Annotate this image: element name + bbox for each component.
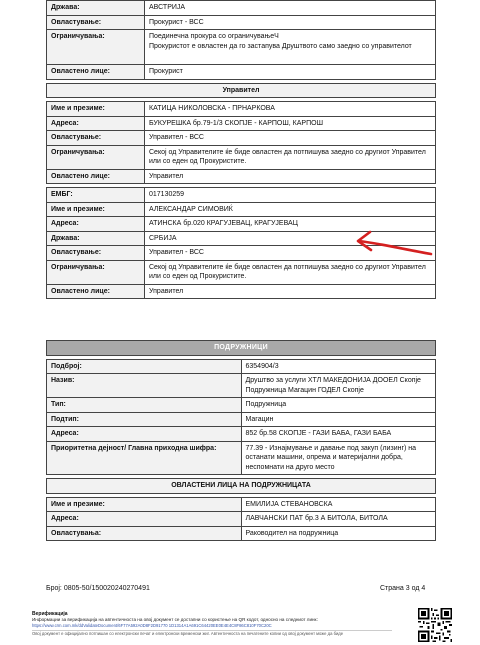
field-value: Управител - ВСС — [145, 246, 436, 261]
table-row — [47, 526, 436, 541]
verification-link[interactable]: https://www.crm.com.mk/ddValidateDocument/6F77A592A0D8F2D91770 1D1314A1A691C64420EE0E4E4C8F86C810F70C20C — [32, 623, 272, 628]
table-row — [47, 131, 436, 146]
table-row — [47, 1, 436, 16]
field-value: КАТИЦА НИКОЛОВСКА - ПРНАРКОВА — [145, 102, 436, 117]
field-value: ЛАВЧАНСКИ ПАТ бр.3 А БИТОЛА, БИТОЛА — [241, 512, 436, 527]
table-row — [47, 441, 436, 475]
qr-code-icon[interactable] — [418, 608, 452, 642]
document-number: Број: 0805-50/150020240270491 — [46, 585, 150, 592]
field-value: Секој од Управителите ќе биде овластен да потпишува заедно со другиот Управител или со еден од Прокуристите. — [145, 260, 436, 284]
page-indicator: Страна 3 од 4 — [380, 585, 426, 592]
managers-section — [47, 79, 436, 299]
field-value: 77.39 - Изнајмување и давање под закуп (лизинг) на останати машини, опрема и материјални добра, неспомнати на друго место — [241, 441, 436, 475]
section-header: Управител — [47, 83, 436, 98]
verification-block — [32, 611, 392, 637]
field-value: Друштво за услуги ХТЛ МАКЕДОНИЈА ДООЕЛ Скопје Подружница Магацин ГОДЕЛ Скопје — [241, 374, 436, 398]
verification-note: Овој документ е официјално потпишан со електронски печат и електронски временски жиг. Автентичноста на печатените копии од овој документ може да биде — [32, 630, 392, 637]
field-label: Овластено лице: — [47, 169, 145, 184]
field-label: Држава: — [47, 231, 145, 246]
top-section — [47, 1, 436, 80]
table-row — [47, 102, 436, 117]
field-value: Прокурист — [145, 65, 436, 80]
field-label: ЕМБГ: — [47, 188, 145, 203]
field-label: Ограничувања: — [47, 145, 145, 169]
field-label: Адреса: — [47, 116, 145, 131]
field-value: Управител - ВСС — [145, 131, 436, 146]
section-header-row — [47, 341, 436, 356]
field-label: Име и презиме: — [47, 202, 145, 217]
field-value: АЛЕКСАНДАР СИМОВИЌ — [145, 202, 436, 217]
field-value: Секој од Управителите ќе биде овластен да потпишува заедно со другиот Управител или со еден од Прокуристите. — [145, 145, 436, 169]
field-label: Ограничувања: — [47, 260, 145, 284]
table-row — [47, 284, 436, 299]
section-header-row — [47, 479, 436, 494]
field-label: Приоритетна дејност/ Главна приходна шифра: — [47, 441, 242, 475]
field-label: Држава: — [47, 1, 145, 16]
table-row — [47, 188, 436, 203]
field-label: Адреса: — [47, 512, 242, 527]
field-label: Подтип: — [47, 412, 242, 427]
table-row — [47, 30, 436, 65]
field-value: 6354904/3 — [241, 359, 436, 374]
field-label: Подброј: — [47, 359, 242, 374]
field-value: Управител — [145, 284, 436, 299]
field-value: Магацин — [241, 412, 436, 427]
field-value: 852 бр.58 СКОПЈЕ - ГАЗИ БАБА, ГАЗИ БАБА — [241, 427, 436, 442]
section-header: ОВЛАСТЕНИ ЛИЦА НА ПОДРУЖНИЦАТА — [47, 479, 436, 494]
verification-title: Верификација — [32, 611, 68, 617]
field-value: Управител — [145, 169, 436, 184]
table-row — [47, 145, 436, 169]
field-label: Назив: — [47, 374, 242, 398]
table-row — [47, 15, 436, 30]
field-label: Овластено лице: — [47, 65, 145, 80]
field-value: АВСТРИЈА — [145, 1, 436, 16]
field-label: Овластување: — [47, 246, 145, 261]
branches-section — [47, 341, 436, 541]
field-label: Овластено лице: — [47, 284, 145, 299]
field-label: Овластувања: — [47, 526, 242, 541]
section-header: ПОДРУЖНИЦИ — [47, 341, 436, 356]
field-label: Адреса: — [47, 217, 145, 232]
field-label: Адреса: — [47, 427, 242, 442]
field-value: Поединечна прокура со ограничувањеЧ Прокуристот е овластен да го застапува Друштвото само заедно со управителот — [145, 30, 436, 65]
field-value: АТИНСКА бр.020 КРАГУЈЕВАЦ, КРАГУЈЕВАЦ — [145, 217, 436, 232]
section-header-row — [47, 83, 436, 98]
table-row — [47, 398, 436, 413]
table-row — [47, 374, 436, 398]
field-label: Име и презиме: — [47, 497, 242, 512]
register-table-branches — [46, 340, 436, 541]
verification-text: Информации за верификација на автентичноста на овој документ се достапни со користење на QR кодот, односно на следниот линк: — [32, 617, 318, 622]
field-value: Подружница — [241, 398, 436, 413]
field-value: ЕМИЛИЈА СТЕВАНОВСКА — [241, 497, 436, 512]
table-row — [47, 202, 436, 217]
table-row — [47, 116, 436, 131]
field-label: Овластување: — [47, 131, 145, 146]
field-label: Име и презиме: — [47, 102, 145, 117]
field-label: Ограничувања: — [47, 30, 145, 65]
field-value: Раководител на подружница — [241, 526, 436, 541]
table-row — [47, 497, 436, 512]
field-value: Прокурист - ВСС — [145, 15, 436, 30]
table-row — [47, 412, 436, 427]
field-label: Тип: — [47, 398, 242, 413]
field-label: Овластување: — [47, 15, 145, 30]
table-row — [47, 169, 436, 184]
red-arrow-annotation — [355, 228, 435, 264]
field-value: 017130259 — [145, 188, 436, 203]
table-row — [47, 359, 436, 374]
table-row — [47, 512, 436, 527]
table-row — [47, 65, 436, 80]
field-value: БУКУРЕШКА бр.79-1/3 СКОПЈЕ - КАРПОШ, КАРПОШ — [145, 116, 436, 131]
field-value: СРБИЈА — [145, 231, 436, 246]
table-row — [47, 427, 436, 442]
